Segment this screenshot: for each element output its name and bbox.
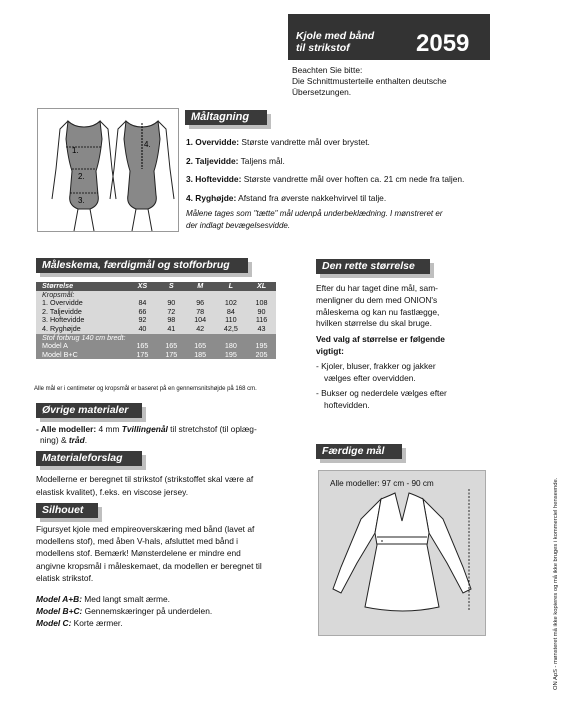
- row-label: 4. Ryghøjde: [42, 323, 81, 333]
- cell: 108: [255, 298, 268, 308]
- measure-item-4: 4. Ryghøjde: Afstand fra øverste nakkehvirvel til talje.: [186, 192, 387, 203]
- cell: 66: [138, 306, 147, 316]
- title-box: [288, 14, 490, 60]
- oevrige-heading: Øvrige materialer: [36, 403, 142, 418]
- cell: 195: [224, 349, 237, 359]
- cell: 98: [167, 315, 176, 325]
- table-footnote: Alle mål er i centimeter og kropsmål er baseret på en gennemsnitshøjde på 168 cm.: [34, 386, 257, 392]
- cell: 78: [196, 306, 205, 316]
- material-line-2: elastisk kvalitet), f.eks. en viscose jersey.: [36, 487, 189, 497]
- cell: 195: [255, 341, 268, 351]
- faerdige-heading: Færdige mål: [316, 444, 402, 459]
- pattern-number: 2059: [416, 30, 470, 57]
- cell: 180: [224, 341, 237, 351]
- maaltagning-list: [186, 133, 506, 207]
- row-label: 2. Taljevidde: [42, 306, 82, 316]
- rette-line: måleskema og kan nu fastlægge,: [316, 306, 440, 317]
- rette-bullet-2: - Bukser og nederdele vælges efter: [316, 388, 447, 399]
- size-label: Størrelse: [42, 281, 74, 290]
- cell: 40: [138, 323, 147, 333]
- measure-item-2: 2. Taljevidde: Taljens mål.: [186, 155, 285, 166]
- materialeforslag-text: [36, 473, 296, 499]
- rette-text: [316, 283, 506, 412]
- note-line-2: der indlagt bevægelsesvidde.: [186, 221, 291, 230]
- cell: 104: [194, 315, 207, 325]
- rette-bullet-1: - Kjoler, bluser, frakker og jakker: [316, 360, 436, 371]
- title-line-1: Kjole med bånd: [296, 30, 375, 42]
- body-figure-illustration: [38, 109, 178, 231]
- note-line-1: Målene tages som "tætte" mål udenpå underbeklædning. I mønstreret er: [186, 209, 443, 218]
- cell: 175: [136, 349, 149, 359]
- cell: 41: [167, 323, 176, 333]
- rette-line: Efter du har taget dine mål, sam-: [316, 283, 438, 293]
- measure-item-1: 1. Overvidde: Største vandrette mål over brystet.: [186, 137, 370, 147]
- rette-bullet-1-cont: vælges efter overvidden.: [324, 372, 416, 383]
- model-item: Model B+C: Gennemskæringer på underdelen.: [36, 606, 213, 617]
- maaleskema-heading: Måleskema, færdigmål og stofforbrug: [36, 258, 248, 273]
- silhouet-text: [36, 523, 306, 584]
- silhouet-line: modellens stof. Bemærk! Mønsterdelene er mindre end: [36, 548, 241, 559]
- notice-line-1: Beachten Sie bitte:: [292, 65, 363, 75]
- fabric-label-row: [36, 334, 276, 343]
- measurement-figure: [37, 108, 179, 232]
- rette-bold-line: vigtigt:: [316, 345, 344, 356]
- cell: 90: [257, 306, 266, 316]
- silhouet-line: elatisk strikstof.: [36, 572, 94, 583]
- finished-figure: [318, 470, 486, 636]
- cell: 42: [196, 323, 205, 333]
- size-m: M: [197, 281, 204, 290]
- row-label: Model B+C: [42, 349, 78, 359]
- row-label: Model A: [42, 341, 68, 351]
- fabric-label: Stof forbrug 140 cm bredt:: [42, 332, 126, 342]
- notice: [292, 65, 447, 98]
- silhouet-line: Figursyet kjole med empireoverskæring med bånd (lavet af: [36, 524, 255, 534]
- size-xl: XL: [256, 281, 267, 290]
- cell: 185: [194, 349, 207, 359]
- cell: 84: [226, 306, 235, 316]
- cell: 116: [255, 315, 268, 325]
- row-label: 1. Overvidde: [42, 298, 83, 308]
- notice-line-3: Übersetzungen.: [292, 87, 352, 97]
- rette-line: hvilken størrelse du skal bruge.: [316, 318, 432, 329]
- fig-label-2: 2.: [78, 172, 85, 181]
- oevrige-text: [36, 424, 286, 446]
- oevrige-line-1: - Alle modeller: 4 mm Tvillingenål til stretchstof (til oplæg-: [36, 424, 257, 434]
- dress-illustration: [319, 471, 485, 635]
- rette-bullet-2-cont: hoftevidden.: [324, 400, 370, 411]
- size-l: L: [228, 281, 234, 290]
- materialeforslag-heading: Materialeforslag: [36, 451, 142, 466]
- oevrige-line-2: ning) & tråd.: [40, 435, 88, 445]
- silhouet-heading: Silhouet: [36, 503, 98, 518]
- cell: 43: [257, 323, 266, 333]
- fig-label-4: 4.: [144, 140, 151, 149]
- rette-line: menligner du dem med ONION's: [316, 294, 438, 305]
- cell: 90: [167, 298, 176, 308]
- model-item: Model A+B: Med langt smalt ærme.: [36, 594, 170, 604]
- title-line-2: til strikstof: [296, 42, 350, 54]
- rette-heading: Den rette størrelse: [316, 259, 430, 274]
- cell: 110: [225, 315, 237, 325]
- cell: 165: [165, 341, 178, 351]
- maaltagning-heading: Måltagning: [185, 110, 267, 125]
- copyright-side-text: ON ApS - mønsteret må ikke kopieres og må ikke bruges i kommerciel henseende.: [553, 477, 559, 690]
- cell: 165: [136, 341, 149, 351]
- size-table: [36, 282, 276, 359]
- silhouet-line: modellens stof), med åben V-hals, afsluttet med bånd i: [36, 536, 239, 547]
- maaltagning-note: [186, 208, 516, 232]
- table-row: [36, 351, 276, 360]
- size-xs: XS: [137, 281, 148, 290]
- size-s: S: [168, 281, 174, 290]
- cell: 175: [165, 349, 178, 359]
- cell: 84: [138, 298, 147, 308]
- material-line-1: Modellerne er beregnet til strikstof (strikstoffet skal være af: [36, 474, 254, 484]
- row-label: 3. Hoftevidde: [42, 315, 85, 325]
- cell: 72: [167, 306, 176, 316]
- notice-line-2: Die Schnittmusterteile enthalten deutsche: [292, 76, 447, 86]
- cell: 42,5: [223, 323, 238, 333]
- cell: 96: [196, 298, 205, 308]
- cell: 92: [138, 315, 147, 325]
- model-list: [36, 593, 306, 630]
- cell: 102: [224, 298, 237, 308]
- silhouet-line: angivne kropsmål i måleskemaet, da modellen er beregnet til: [36, 560, 262, 571]
- rette-bold-line: Ved valg af størrelse er følgende: [316, 334, 445, 345]
- measure-item-3: 3. Hoftevidde: Største vandrette mål over hoften ca. 21 cm nede fra taljen.: [186, 174, 465, 184]
- fig-label-3: 3.: [78, 196, 85, 205]
- body-label: Kropsmål:: [42, 289, 75, 299]
- cell: 205: [255, 349, 268, 359]
- finished-caption: Alle modeller: 97 cm - 90 cm: [330, 479, 434, 488]
- model-item: Model C: Korte ærmer.: [36, 618, 123, 629]
- fig-label-1: 1.: [72, 146, 79, 155]
- cell: 165: [194, 341, 207, 351]
